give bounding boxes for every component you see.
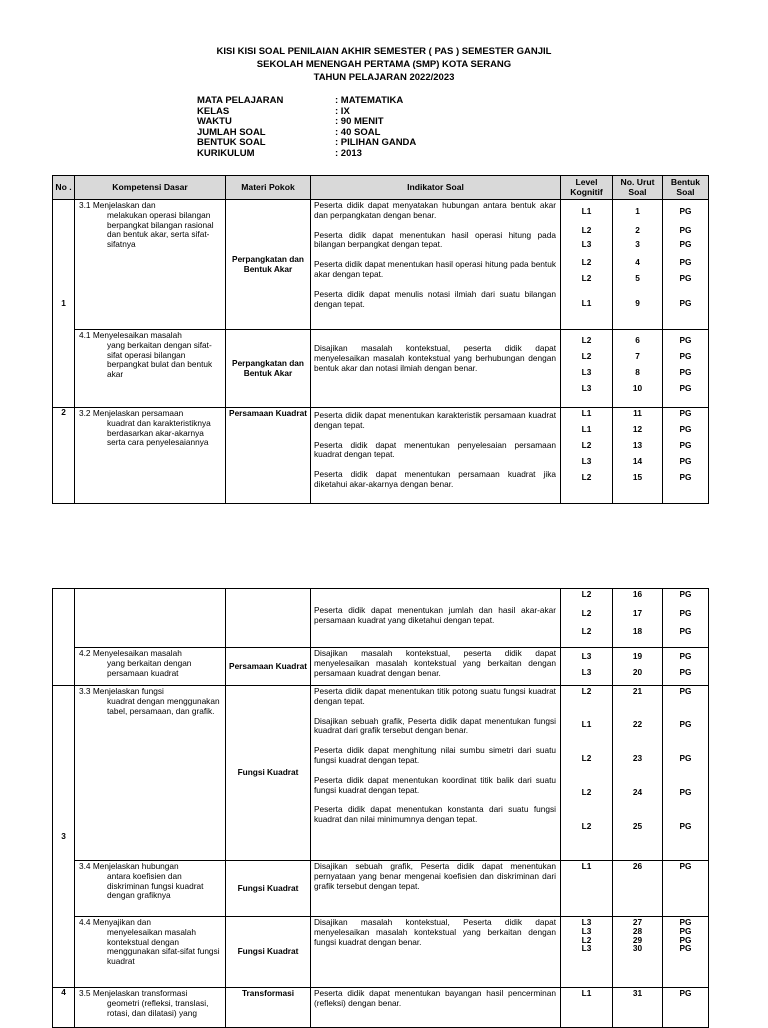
nomor-urut: 11 12 13 14 15 bbox=[613, 408, 663, 504]
bentuk-soal: PG PG PG PG bbox=[663, 917, 709, 988]
indikator-soal: Peserta didik dapat menentukan titik potong suatu fungsi kuadrat dengan tepat. Disajikan sebuah grafik, Peserta didik dapat menentukan fungsi kuadrat dari grafik tersebut dengan benar. Peserta didik dapat menghitung nilai sumbu simetri dari suatu fungsi kuadrat dengan tepat. Peserta didik dapat menentukan koordinat titik balik dari suatu fungsi kuadrat dengan tepat. Peserta didik dapat menentukan konstanta dari suatu fungsi kuadrat dan nilai minimumnya dengan tepat. bbox=[311, 686, 561, 861]
info-value: : 2013 bbox=[335, 147, 362, 159]
kompetensi-dasar: 3.5 Menjelaskan transformasi geometri (refleksi, translasi, rotasi, dan dilatasi) yang bbox=[75, 988, 226, 1028]
info-value: : MATEMATIKA bbox=[335, 95, 404, 106]
table-row bbox=[53, 408, 709, 504]
kompetensi-dasar: 3.1 Menjelaskan dan melakukan operasi bilangan berpangkat bilangan rasional dan bentuk akar, serta sifat-sifatnya bbox=[75, 200, 226, 330]
kompetensi-dasar: 3.4 Menjelaskan hubungan antara koefisien dan diskriminan fungsi kuadrat dengan grafiknya bbox=[75, 861, 226, 917]
col-header-materi: Materi Pokok bbox=[226, 176, 311, 200]
materi-pokok-empty bbox=[226, 589, 311, 648]
row-number: 3 bbox=[53, 686, 75, 988]
nomor-urut: 6 7 8 10 bbox=[613, 330, 663, 408]
level-kognitif: L1 L2 L3 L2 L2 L1 bbox=[561, 200, 613, 330]
level-kognitif: L1 bbox=[561, 861, 613, 917]
kompetensi-dasar: 3.3 Menjelaskan fungsi kuadrat dengan menggunakan tabel, persamaan, dan grafik. bbox=[75, 686, 226, 861]
nomor-urut: 26 bbox=[613, 861, 663, 917]
bentuk-soal: PG PG PG bbox=[663, 589, 709, 648]
nomor-urut: 27 28 29 30 bbox=[613, 917, 663, 988]
bentuk-soal: PG PG PG PG bbox=[663, 330, 709, 408]
info-label: KURIKULUM bbox=[197, 147, 255, 159]
kompetensi-dasar: 4.2 Menyelesaikan masalah yang berkaitan dengan persamaan kuadrat bbox=[75, 648, 226, 686]
col-header-indikator: Indikator Soal bbox=[311, 176, 561, 200]
level-kognitif: L3 L3 L2 L3 bbox=[561, 917, 613, 988]
info-value: : 90 MENIT bbox=[335, 116, 384, 128]
info-label: KELAS bbox=[197, 105, 230, 117]
kompetensi-dasar: 3.2 Menjelaskan persamaan kuadrat dan karakteristiknya berdasarkan akar-akarnya serta cara penyelesaiannya bbox=[75, 408, 226, 504]
info-label: BENTUK SOAL bbox=[197, 137, 266, 149]
indikator-soal: Disajikan masalah kontekstual, peserta didik dapat menyelesaikan masalah kontekstual yang berkaitan dengan persamaan kuadrat dengan benar. bbox=[311, 648, 561, 686]
table-row bbox=[53, 861, 709, 917]
kisi-table-page-2 bbox=[52, 588, 709, 1028]
bentuk-soal: PG bbox=[663, 988, 709, 1028]
col-header-urut: No. Urut Soal bbox=[613, 176, 663, 200]
materi-pokok: Fungsi Kuadrat bbox=[226, 861, 311, 917]
table-row bbox=[53, 330, 709, 408]
info-value: : PILIHAN GANDA bbox=[335, 137, 417, 149]
indikator-soal: Disajikan masalah kontekstual, Peserta didik dapat menyelesaikan masalah kontekstual yang berkaitan dengan fungsi kuadrat dengan benar. bbox=[311, 917, 561, 988]
table-row bbox=[53, 917, 709, 988]
materi-pokok: Perpangkatan dan Bentuk Akar bbox=[226, 200, 311, 330]
table-row bbox=[53, 200, 709, 330]
table-row bbox=[53, 686, 709, 861]
col-header-level: Level Kognitif bbox=[561, 176, 613, 200]
bentuk-soal: PG PG bbox=[663, 648, 709, 686]
row-number: 1 bbox=[53, 200, 75, 408]
materi-pokok: Perpangkatan dan Bentuk Akar bbox=[226, 330, 311, 408]
doc-title-line-1: KISI KISI SOAL PENILAIAN AKHIR SEMESTER ( PAS ) SEMESTER GANJIL bbox=[216, 46, 552, 57]
info-value: : 40 SOAL bbox=[335, 126, 381, 138]
kompetensi-dasar: 4.4 Menyajikan dan menyelesaikan masalah kontekstual dengan menggunakan sifat-sifat fungsi kuadrat bbox=[75, 917, 226, 988]
info-label: JUMLAH SOAL bbox=[197, 126, 266, 138]
level-kognitif: L1 L1 L2 L3 L2 bbox=[561, 408, 613, 504]
col-header-kd: Kompetensi Dasar bbox=[75, 176, 226, 200]
col-header-no: No . bbox=[53, 176, 75, 200]
col-header-bentuk: Bentuk Soal bbox=[663, 176, 709, 200]
kisi-table-page-1 bbox=[52, 175, 709, 504]
indikator-soal: Disajikan sebuah grafik, Peserta didik dapat menentukan pernyataan yang benar mengenai koefisien dan diskriminan dari grafik tersebut dengan tepat. bbox=[311, 861, 561, 917]
level-kognitif: L3 L3 bbox=[561, 648, 613, 686]
row-number: 4 bbox=[53, 988, 75, 1028]
materi-pokok: Persamaan Kuadrat bbox=[226, 648, 311, 686]
indikator-soal: Disajikan masalah kontekstual, peserta didik dapat menyelesaikan masalah kontekstual yang berhubungan dengan bentuk akar dan notasi ilmiah dengan benar. bbox=[311, 330, 561, 408]
bentuk-soal: PG PG PG PG PG bbox=[663, 686, 709, 861]
indikator-soal: Peserta didik dapat menentukan jumlah dan hasil akar-akar persamaan kuadrat yang diketahui dengan tepat. bbox=[311, 589, 561, 648]
materi-pokok: Transformasi bbox=[226, 988, 311, 1028]
level-kognitif: L2 L1 L2 L2 L2 bbox=[561, 686, 613, 861]
exam-info bbox=[197, 96, 416, 160]
nomor-urut: 31 bbox=[613, 988, 663, 1028]
indikator-soal: Peserta didik dapat menyatakan hubungan antara bentuk akar dan perpangkatan dengan benar. Peserta didik dapat menentukan hasil operasi hitung pada bilangan berpangkat dengan tepat. Peserta didik dapat menentukan hasil operasi hitung pada bentuk akar dengan tepat. Peserta didik dapat menulis notasi ilmiah dari suatu bilangan dengan tepat. bbox=[311, 200, 561, 330]
nomor-urut: 16 17 18 bbox=[613, 589, 663, 648]
materi-pokok: Fungsi Kuadrat bbox=[226, 917, 311, 988]
level-kognitif: L1 bbox=[561, 988, 613, 1028]
table-header-row bbox=[53, 176, 709, 200]
info-value: : IX bbox=[335, 105, 350, 117]
bentuk-soal: PG PG PG PG PG PG bbox=[663, 200, 709, 330]
indikator-soal: Peserta didik dapat menentukan bayangan hasil pencerminan (refleksi) dengan benar. bbox=[311, 988, 561, 1028]
level-kognitif: L2 L2 L3 L3 bbox=[561, 330, 613, 408]
row-number-empty bbox=[53, 648, 75, 686]
doc-title-line-3: TAHUN PELAJARAN 2022/2023 bbox=[313, 72, 455, 83]
row-number-empty bbox=[53, 589, 75, 648]
indikator-soal: Peserta didik dapat menentukan karakteristik persamaan kuadrat dengan tepat. Peserta didik dapat menentukan penyelesaian persamaan kuadrat dengan tepat. Peserta didik dapat menentukan persamaan kuadrat jika diketahui akar-akarnya dengan benar. bbox=[311, 408, 561, 504]
info-label: MATA PELAJARAN bbox=[197, 95, 284, 106]
nomor-urut: 1 2 3 4 5 9 bbox=[613, 200, 663, 330]
level-kognitif: L2 L2 L2 bbox=[561, 589, 613, 648]
bentuk-soal: PG bbox=[663, 861, 709, 917]
kompetensi-dasar: 4.1 Menyelesaikan masalah yang berkaitan dengan sifat-sifat operasi bilangan berpangkat bulat dan bentuk akar bbox=[75, 330, 226, 408]
table-row bbox=[53, 988, 709, 1028]
kompetensi-dasar-empty bbox=[75, 589, 226, 648]
table-row bbox=[53, 648, 709, 686]
table-row bbox=[53, 589, 709, 648]
materi-pokok: Fungsi Kuadrat bbox=[226, 686, 311, 861]
doc-title-line-2: SEKOLAH MENENGAH PERTAMA (SMP) KOTA SERANG bbox=[256, 59, 512, 70]
nomor-urut: 19 20 bbox=[613, 648, 663, 686]
bentuk-soal: PG PG PG PG PG bbox=[663, 408, 709, 504]
nomor-urut: 21 22 23 24 25 bbox=[613, 686, 663, 861]
info-label: WAKTU bbox=[197, 116, 232, 128]
row-number: 2 bbox=[53, 408, 75, 504]
materi-pokok: Persamaan Kuadrat bbox=[226, 408, 311, 504]
